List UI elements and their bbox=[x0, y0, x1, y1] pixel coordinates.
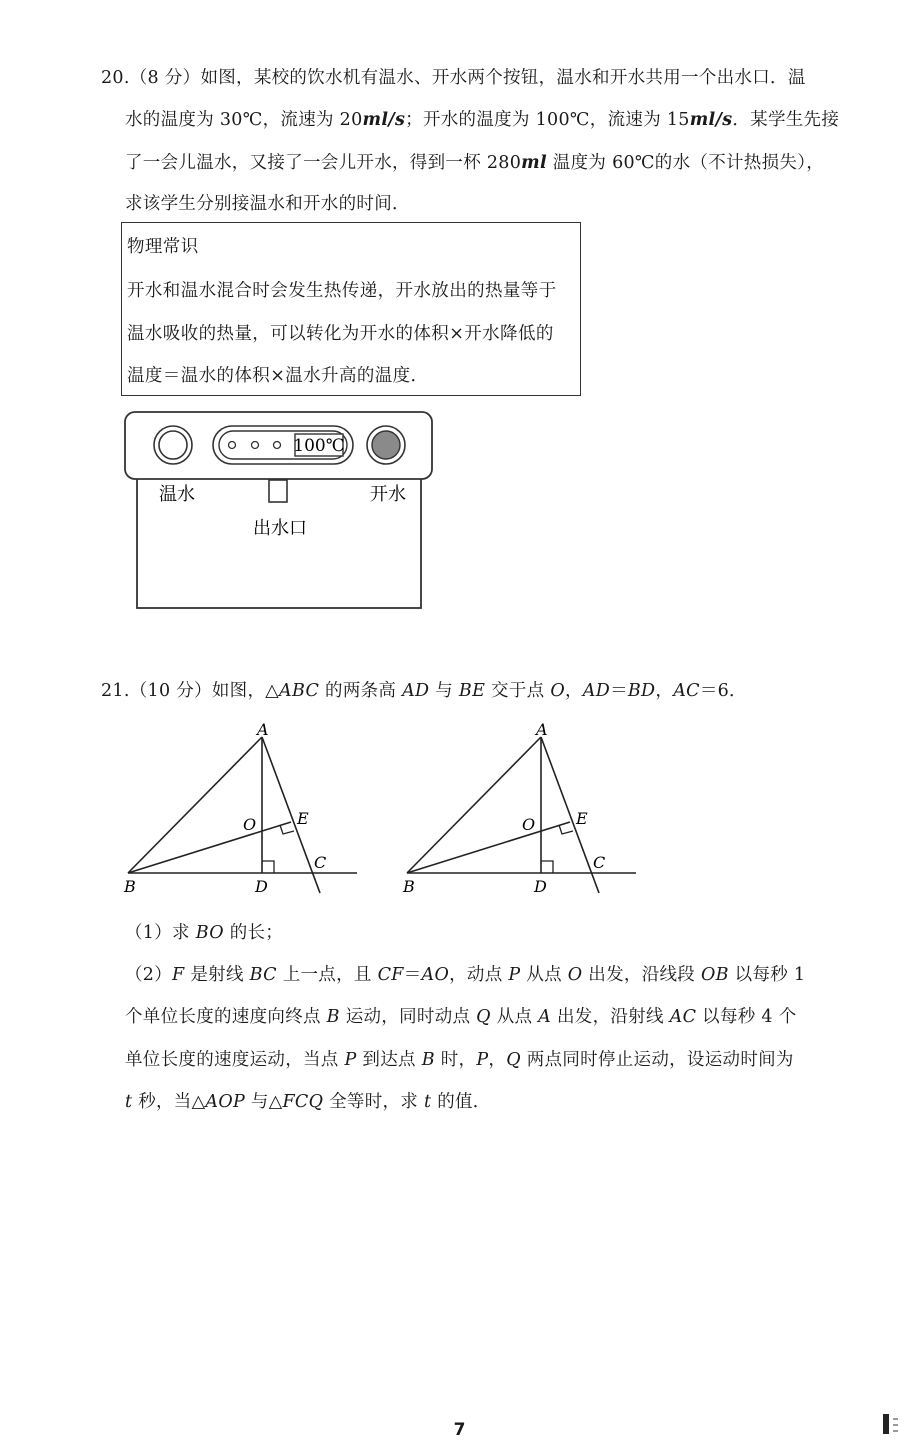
q20-line-2b: ；开水的温度为 100℃，流速为 15 bbox=[405, 110, 690, 130]
q21-p2-l1p: P bbox=[508, 965, 521, 985]
q21-p2-l3e: 两点同时停止运动，设运动时间为 bbox=[520, 1050, 794, 1070]
marker-dash bbox=[893, 1424, 898, 1426]
q21-p2-l1b: 是射线 bbox=[184, 965, 250, 985]
q21-part-2-line-1 bbox=[125, 961, 805, 986]
q21-p2-l3p: P bbox=[344, 1050, 357, 1070]
q21-stem-b: 的两条高 bbox=[319, 681, 403, 701]
q21-p2-l1o: O bbox=[567, 965, 583, 985]
right-angle-d bbox=[262, 861, 274, 873]
q21-p2-l1e: ，动点 bbox=[449, 965, 509, 985]
water-dispenser-figure bbox=[0, 0, 919, 620]
triangle-figures bbox=[0, 700, 919, 910]
q21-stem-eq2: AC bbox=[673, 681, 700, 701]
q21-stem-o: O bbox=[550, 681, 565, 701]
q20-line-2a: 水的温度为 30℃，流速为 20 bbox=[125, 110, 363, 130]
label-b: B bbox=[124, 877, 136, 896]
q21-p2-l2q: Q bbox=[476, 1007, 491, 1027]
q21-stem-a: 如图，△ bbox=[211, 681, 280, 701]
q21-stem bbox=[101, 677, 747, 702]
q21-p2-l4fcq: FCQ bbox=[282, 1092, 324, 1112]
q21-p2-l1f2: 从点 bbox=[520, 965, 568, 985]
q21-p2-l4t2: t bbox=[423, 1092, 432, 1112]
label-outlet: 出水口 bbox=[253, 518, 307, 539]
label-b: B bbox=[403, 877, 415, 896]
line-ac bbox=[541, 737, 599, 893]
label-o: O bbox=[522, 815, 536, 834]
temperature-display: 100℃ bbox=[293, 436, 345, 456]
q21-part-2-line-3 bbox=[125, 1046, 794, 1071]
q21-p2-l4t: t bbox=[125, 1092, 133, 1112]
q20-number: 20. bbox=[101, 68, 130, 88]
q21-p2-l1d: ＝ bbox=[403, 965, 422, 985]
right-angle-d bbox=[541, 861, 553, 873]
q20-line-3a: 了一会儿温水，又接了一会儿开水，得到一杯 280 bbox=[125, 153, 522, 173]
q21-p2-l1c: 上一点，且 bbox=[276, 965, 378, 985]
label-c: C bbox=[593, 853, 606, 872]
q21-p2-l3a: 单位长度的速度运动，当点 bbox=[125, 1050, 345, 1070]
triangle-figure-2 bbox=[402, 720, 636, 896]
q21-p2-l1cf: CF bbox=[377, 965, 404, 985]
q21-p2-l3b: 到达点 bbox=[356, 1050, 422, 1070]
q21-p2-l2apt: A bbox=[538, 1007, 552, 1027]
q20-line-4: 求该学生分别接温水和开水的时间． bbox=[125, 194, 410, 214]
q20-score: （8 分） bbox=[129, 68, 201, 88]
q21-stem-g: ， bbox=[655, 681, 674, 701]
unit-ml-s: ml/s bbox=[362, 110, 406, 130]
q21-stem-ad: AD bbox=[402, 681, 430, 701]
physics-note-line-3: 温度＝温水的体积×温水升高的温度． bbox=[127, 366, 429, 386]
q21-part-2-line-4 bbox=[125, 1088, 491, 1113]
q21-score: （10 分） bbox=[129, 681, 212, 701]
q21-p2-l4c: 全等时，求 bbox=[323, 1092, 424, 1112]
label-hot-water: 开水 bbox=[370, 484, 406, 505]
q21-stem-eq1b: BD bbox=[627, 681, 656, 701]
marker-dash bbox=[893, 1430, 898, 1432]
q21-p2-l1h: 以每秒 1 bbox=[728, 965, 806, 985]
q21-part-1-bo: BO bbox=[195, 923, 224, 943]
q21-part-1b: 的长； bbox=[223, 923, 284, 943]
marker-dash bbox=[893, 1418, 898, 1420]
q21-p2-l3p2: P bbox=[476, 1050, 489, 1070]
q21-stem-d: 交于点 bbox=[485, 681, 551, 701]
marker-bar bbox=[883, 1414, 889, 1434]
line-ac bbox=[262, 737, 320, 893]
q21-p2-l4a: 秒，当△ bbox=[132, 1092, 206, 1112]
q21-p2-l3c: 时， bbox=[434, 1050, 477, 1070]
label-o: O bbox=[243, 815, 257, 834]
right-angle-e bbox=[280, 825, 294, 834]
q21-p2-l1a: （2） bbox=[125, 965, 173, 985]
physics-note-line-2: 温水吸收的热量，可以转化为开水的体积×开水降低的 bbox=[127, 324, 554, 344]
q21-stem-eq1: AD bbox=[582, 681, 611, 701]
unit-ml: ml bbox=[521, 153, 547, 173]
physics-note-title: 物理常识 bbox=[127, 237, 199, 257]
q20-line-3b: 温度为 60℃的水（不计热损失）， bbox=[546, 153, 825, 173]
label-d: D bbox=[534, 877, 547, 896]
q21-part-1a: （1）求 bbox=[125, 923, 196, 943]
q21-number: 21. bbox=[101, 681, 130, 701]
q21-stem-c: 与 bbox=[429, 681, 459, 701]
q21-p2-l3bpt: B bbox=[421, 1050, 435, 1070]
hot-button-fill-icon bbox=[372, 431, 400, 459]
unit-ml-s-2: ml/s bbox=[689, 110, 733, 130]
label-warm-water: 温水 bbox=[159, 484, 195, 505]
label-a: A bbox=[536, 720, 548, 739]
q21-stem-abc: ABC bbox=[279, 681, 320, 701]
q21-p2-l3q: Q bbox=[506, 1050, 521, 1070]
page-corner-marker-icon bbox=[881, 1412, 901, 1438]
q21-p2-l2a: 个单位长度的速度向终点 bbox=[125, 1007, 327, 1027]
q21-p2-l1f: F bbox=[172, 965, 185, 985]
label-c: C bbox=[314, 853, 327, 872]
water-outlet bbox=[269, 480, 287, 502]
q21-p2-l4aop: AOP bbox=[205, 1092, 246, 1112]
label-d: D bbox=[255, 877, 268, 896]
q21-p2-l2d: 出发，沿射线 bbox=[551, 1007, 670, 1027]
q20-text: 如图，某校的饮水机有温水、开水两个按钮，温水和开水共用一个出水口．温 bbox=[200, 68, 806, 88]
q21-p2-l4b: 与△ bbox=[245, 1092, 283, 1112]
q21-p2-l1ao: AO bbox=[421, 965, 450, 985]
q21-part-2-line-2 bbox=[125, 1003, 797, 1028]
page-number: 7 bbox=[453, 1420, 466, 1440]
q21-stem-f: ＝ bbox=[610, 681, 628, 701]
right-angle-e bbox=[559, 825, 573, 834]
q21-p2-l2ac: AC bbox=[669, 1007, 697, 1027]
q21-stem-be: BE bbox=[458, 681, 486, 701]
q21-p2-l2c: 从点 bbox=[490, 1007, 539, 1027]
q21-p2-l1ob: OB bbox=[700, 965, 729, 985]
warm-button-inner-icon bbox=[159, 431, 187, 459]
physics-note-line-1: 开水和温水混合时会发生热传递，开水放出的热量等于 bbox=[127, 281, 557, 301]
q21-p2-l1bc: BC bbox=[249, 965, 277, 985]
q21-stem-h: ＝6． bbox=[699, 681, 747, 701]
label-e: E bbox=[576, 809, 588, 828]
q21-p2-l2e: 以每秒 4 个 bbox=[696, 1007, 797, 1027]
q21-p2-l3d: ， bbox=[488, 1050, 507, 1070]
q21-p2-l2bpt: B bbox=[326, 1007, 340, 1027]
triangle-figure-1 bbox=[123, 720, 357, 896]
q21-p2-l2b: 运动，同时动点 bbox=[339, 1007, 477, 1027]
q20-line-2c: ．某学生先接 bbox=[732, 110, 840, 130]
q21-stem-e: ， bbox=[564, 681, 583, 701]
label-a: A bbox=[257, 720, 269, 739]
q21-p2-l1g: 出发，沿线段 bbox=[582, 965, 701, 985]
q21-p2-l4d: 的值． bbox=[431, 1092, 491, 1112]
q21-part-1 bbox=[125, 919, 283, 944]
label-e: E bbox=[297, 809, 309, 828]
